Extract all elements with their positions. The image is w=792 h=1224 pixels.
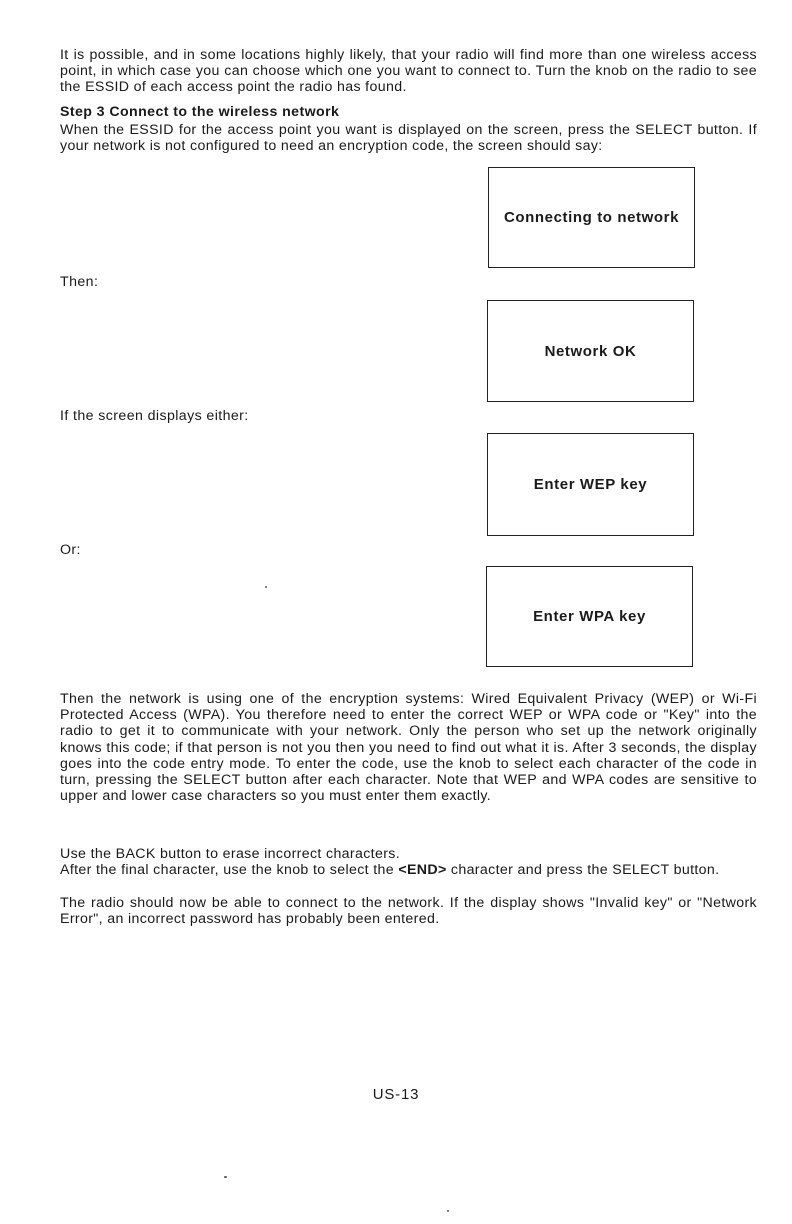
screen-enter-wpa <box>486 566 693 667</box>
screen-enter-wep-text: Enter WEP key <box>533 476 648 493</box>
step3-heading: Step 3 Connect to the wireless network <box>60 104 340 120</box>
screen-connecting <box>488 167 695 268</box>
scan-speck <box>447 1210 449 1212</box>
label-then: Then: <box>60 274 99 290</box>
intro-paragraph: It is possible, and in some locations highly likely, that your radio will find more than one wireless access point, in which case you can choose which one you want to connect to. Turn the knob on the radio to see the ESSID of each access point the radio has found. <box>60 47 757 96</box>
screen-network-ok-text: Network OK <box>544 342 637 360</box>
final-character-paragraph <box>60 862 757 878</box>
encryption-paragraph: Then the network is using one of the encryption systems: Wired Equivalent Privacy (WEP) or Wi-Fi Protected Access (WPA). You therefore need to enter the correct WEP or WPA code or "Key" into the radio to get it to communicate with your network. Only the person who set up the network originally knows this code; if that person is not you then you need to find out what it is. After 3 seconds, the display goes into the code entry mode. To enter the code, use the knob to select each character of the code in turn, pressing the SELECT button after each character. Note that WEP and WPA codes are sensitive to upper and lower case characters so you must enter them exactly. <box>60 691 757 805</box>
screen-network-ok <box>487 300 694 402</box>
final-character-before: After the final character, use the knob to select the <box>60 862 399 878</box>
back-button-line: Use the BACK button to erase incorrect characters. <box>60 846 401 862</box>
final-character-after: character and press the SELECT button. <box>446 862 720 878</box>
scan-speck <box>224 1176 227 1178</box>
scan-speck <box>265 586 267 588</box>
connect-paragraph: The radio should now be able to connect to the network. If the display shows "Invalid key" or "Network Error", an incorrect password has probably been entered. <box>60 895 757 928</box>
screen-connecting-text: Connecting to network <box>503 209 680 226</box>
label-or: Or: <box>60 542 81 558</box>
label-if-either: If the screen displays either: <box>60 408 249 424</box>
screen-enter-wpa-text: Enter WPA key <box>533 608 646 625</box>
step3-body: When the ESSID for the access point you want is displayed on the screen, press the SELECT button. If your network is not configured to need an encryption code, the screen should say: <box>60 122 757 155</box>
page-number: US-13 <box>372 1086 420 1103</box>
screen-enter-wep <box>487 433 694 536</box>
end-code: <END> <box>398 862 447 878</box>
